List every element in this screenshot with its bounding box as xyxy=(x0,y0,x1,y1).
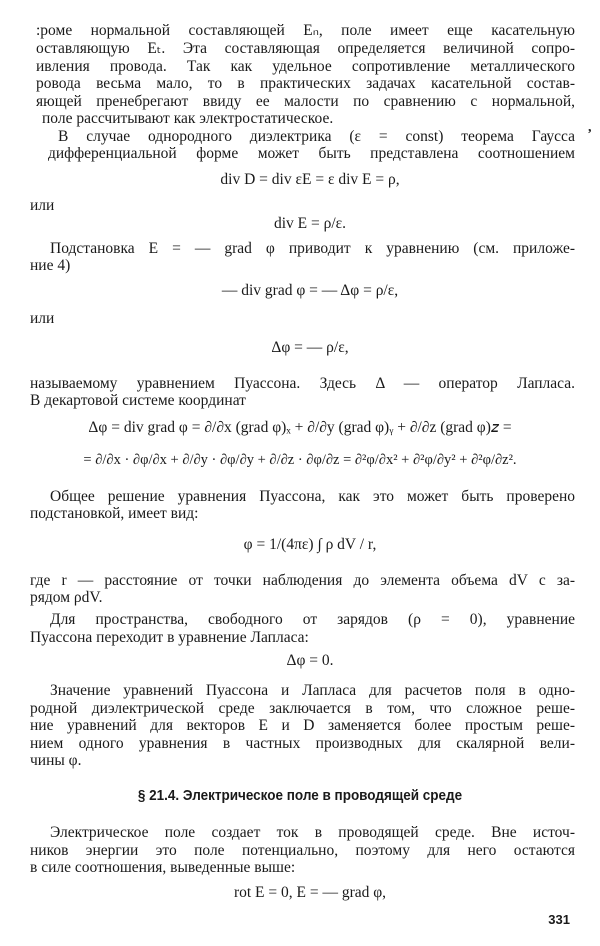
page-number: 331 xyxy=(548,912,570,927)
text-line: :роме нормальной составляющей Eₙ, поле имеет еще касательную xyxy=(36,22,575,39)
text-line: яющей пренебрегают ввиду ее малости по сравнению с нормальной, xyxy=(36,93,575,110)
margin-mark: , xyxy=(588,120,592,135)
text-line: дифференциальной форме может быть представлена соотношением xyxy=(48,145,575,162)
text-line: ние 4) xyxy=(30,257,71,274)
formula-div-e: div E = ρ/ε. xyxy=(273,215,347,232)
text-line: Пуассона переходит в уравнение Лапласа: xyxy=(30,629,309,646)
text-line: В декартовой системе координат xyxy=(30,392,246,409)
text-line: ников энергии это поле потенциально, поэтому для него остаются xyxy=(30,842,575,859)
text-line: оставляющую Eₜ. Эта составляющая определяется величиной сопро- xyxy=(36,40,575,57)
text-line: где r — расстояние от точки наблюдения до элемента объема dV с за- xyxy=(30,572,575,589)
text-line: подстановкой, имеет вид: xyxy=(30,505,199,522)
text-line: чины φ. xyxy=(30,752,82,769)
formula-solution: φ = 1/(4πε) ∫ ρ dV / r, xyxy=(243,536,377,553)
formula-poisson-2: Δφ = — ρ/ε, xyxy=(271,339,349,356)
text-line: ровода весьма мало, то в практических задачах касательной состав- xyxy=(36,75,575,92)
formula-poisson-1: — div grad φ = — Δφ = ρ/ε, xyxy=(221,282,399,299)
formula-laplacian-1: Δφ = div grad φ = ∂/∂x (grad φ)ₓ + ∂/∂y (grad φ)ᵧ + ∂/∂z (grad φ)𝑧 = xyxy=(88,419,512,436)
formula-laplacian-2: = ∂/∂x · ∂φ/∂x + ∂/∂y · ∂φ/∂y + ∂/∂z · ∂φ/∂z = ∂²φ/∂x² + ∂²φ/∂y² + ∂²φ/∂z². xyxy=(83,452,517,468)
formula-laplace: Δφ = 0. xyxy=(286,652,334,669)
text-line: называемому уравнением Пуассона. Здесь Δ — оператор Лапласа. xyxy=(30,375,575,392)
paragraph-start: Электрическое поле создает ток в проводящей среде. Вне источ- xyxy=(50,824,575,841)
text-line: поле рассчитывают как электростатическое. xyxy=(42,110,334,127)
formula-potential-field: rot E = 0, E = — grad φ, xyxy=(233,884,387,901)
paragraph-start: Общее решение уравнения Пуассона, как это может быть проверено xyxy=(50,488,575,505)
text-line: в силе соотношения, выведенные выше: xyxy=(30,859,296,876)
paragraph-start: Подстановка E = — grad φ приводит к уравнению (см. приложе- xyxy=(50,240,575,257)
text-line: ивления провода. Так как удельное сопротивление металлического xyxy=(36,58,575,75)
formula-gauss: div D = div εE = ε div E = ρ, xyxy=(220,171,400,188)
section-heading: § 21.4. Электрическое поле в проводящей среде xyxy=(137,787,463,804)
paragraph-start: В случае однородного диэлектрика (ε = const) теорема Гаусса xyxy=(58,128,575,145)
paragraph-start: Для пространства, свободного от зарядов (ρ = 0), уравнение xyxy=(50,611,575,628)
text-line: родной диэлектрической среде заключается в том, что сложное реше- xyxy=(30,700,575,717)
text-line: или xyxy=(30,197,55,214)
text-line: нием одного уравнения в частных производных для скалярной вели- xyxy=(30,735,575,752)
text-line: или xyxy=(30,310,55,327)
text-line: ние уравнений для векторов E и D заменяется более простым реше- xyxy=(30,717,575,734)
text-line: рядом ρdV. xyxy=(30,589,103,606)
paragraph-start: Значение уравнений Пуассона и Лапласа для расчетов поля в одно- xyxy=(50,682,575,699)
